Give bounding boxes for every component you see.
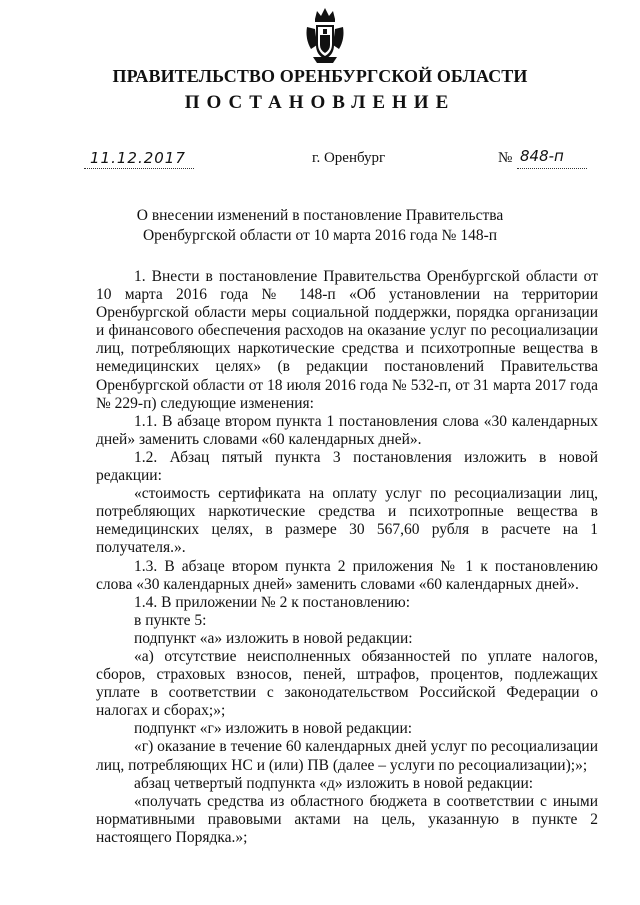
document-number-label: № [498,150,513,166]
subject-line: Оренбургской области от 10 марта 2016 года № 148-п [142,227,498,244]
body-paragraph: в пункте 5: [134,611,207,629]
body-paragraph: 1.2. Абзац пятый пункта 3 постановления изложить в новой редакции: [96,448,598,485]
document-date: 11.12.2017 [90,149,186,167]
body-paragraph: «а) отсутствие неисполненных обязанностей по уплате налогов, сборов, страховых взносов, пеней, штрафов, процентов, подлежащих уплате в соответствии с законодательством Российской Федерации о налогах и сборах;»; [96,647,598,720]
body-paragraph: подпункт «а» изложить в новой редакции: [134,629,413,647]
body-paragraph: 1.4. В приложении № 2 к постановлению: [134,593,411,611]
document-city: г. Оренбург [312,150,386,166]
document-body [96,268,598,847]
document-type-title: ПОСТАНОВЛЕНИЕ [184,92,456,113]
body-paragraph: подпункт «г» изложить в новой редакции: [134,720,413,738]
body-paragraph: 1.1. В абзаце втором пункта 1 постановления слова «30 календарных дней» заменить словами «60 календарных дней». [96,412,598,448]
body-paragraph: 1.3. В абзаце втором пункта 2 приложения № 1 к постановлению слова «30 календарных дней» заменить словами «60 календарных дней». [96,557,598,593]
number-underline [517,168,587,169]
body-paragraph: 1. Внести в постановление Правительства Оренбургской области от 10 марта 2016 года № 148-п «Об установлении на территории Оренбургской области меры социальной поддержки, порядка организации и финансового обеспечения расходов на оказание услуг по ресоциализации лиц, потребляющих наркотические средства и психотропные вещества в немедицинских целях» (в редакции постановлений Правительства Оренбургской области от 18 июля 2016 года № 532-п, от 31 марта 2017 года № 229-п) следующие изменения: [96,268,598,412]
document-number: 848-п [520,147,564,165]
subject-line: О внесении изменений в постановление Правительства [136,207,504,224]
document-subject [100,206,540,246]
body-paragraph: «г) оказание в течение 60 календарных дней услуг по ресоциализации лиц, потребляющих НС и (или) ПВ (далее – услуги по ресоциализации);»; [96,738,599,774]
body-paragraph: «получать средства из областного бюджета в соответствии с иными нормативными правовыми актами на цель, указанную в пункте 2 настоящего Порядка.»; [96,792,598,846]
coat-of-arms-icon [303,5,347,65]
organization-title: ПРАВИТЕЛЬСТВО ОРЕНБУРГСКОЙ ОБЛАСТИ [112,66,528,86]
body-paragraph: абзац четвертый подпункта «д» изложить в новой редакции: [134,774,534,792]
body-paragraph: «стоимость сертификата на оплату услуг по ресоциализации лиц, потребляющих наркотические средства и психотропные вещества в немедицинских целях, в размере 30 567,60 рубля в расчете на 1 получателя.». [96,485,598,557]
date-underline [84,168,194,169]
